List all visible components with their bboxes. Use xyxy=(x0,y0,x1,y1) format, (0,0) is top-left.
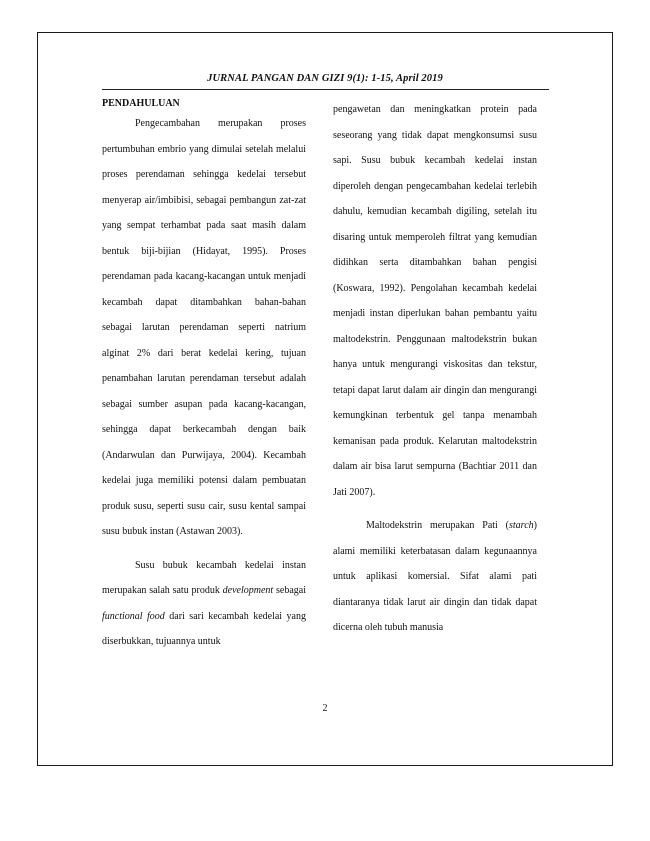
italic-term: functional food xyxy=(102,610,165,622)
paragraph-text: sebagai xyxy=(273,585,306,596)
paragraph-milk-powder xyxy=(102,553,306,655)
left-column xyxy=(102,97,306,655)
journal-header: JURNAL PANGAN DAN GIZI 9(1): 1-15, April 2019 xyxy=(207,73,443,84)
paragraph-preservation: pengawetan dan meningkatkan protein pada seseorang yang tidak dapat mengkonsumsi susu sapi. Susu bubuk kecambah kedelai instan diperoleh dengan pengecambahan kedelai terlebih dahulu, kemudian kecambah digiling, setelah itu disaring untuk memperoleh filtrat yang kemudian didihkan serta ditambahkan bahan pengisi (Koswara, 1992). Pengolahan kecambah kedelai menjadi instan diperlukan bahan pembantu yaitu maltodekstrin. Penggunaan maltodekstrin bukan hanya untuk mengurangi viskositas dan tekstur, tetapi dapat larut dalam air dingin dan mengurangi kemungkinan terbentuk gel tanpa menambah kemanisan pada produk. Kelarutan maltodekstrin dalam air bisa larut sempurna (Bachtiar 2011 dan Jati 2007). xyxy=(333,104,537,498)
header-rule xyxy=(102,89,549,90)
italic-term: development xyxy=(222,585,274,596)
right-column xyxy=(333,97,537,641)
paragraph-text: ) alami memiliki keterbatasan dalam kegunaannya untuk aplikasi komersial. Sifat alami pati diantaranya tidak larut air dingin dan tidak dapat dicerna oleh tubuh manusia xyxy=(333,520,537,633)
italic-term: starch xyxy=(509,520,534,531)
paragraph-text: Susu bubuk kecambah kedelai instan merupakan salah satu produk xyxy=(102,559,306,596)
page-number: 2 xyxy=(322,703,328,714)
paragraph-maltodextrin xyxy=(333,513,537,641)
paragraph-text: dari sari kecambah kedelai yang diserbukkan, tujuannya untuk xyxy=(102,610,306,647)
section-heading: PENDAHULUAN xyxy=(102,98,180,109)
paragraph-germination: Pengecambahan merupakan proses pertumbuhan embrio yang dimulai setelah melalui proses perendaman sehingga kedelai tersebut menyerap air/imbibisi, sebagai pembangun zat-zat yang sempat terhambat pada saat masih dalam bentuk biji-bijian (Hidayat, 1995). Proses perendaman pada kacang-kacangan untuk menjadi kecambah dapat ditambahkan bahan-bahan sebagai larutan perendaman seperti natrium alginat 2% dari berat kedelai kering, tujuan penambahan larutan perendaman tersebut adalah sebagai sumber asupan pada kacang-kacangan, sehingga dapat berkecambah dengan baik (Andarwulan dan Purwijaya, 2004). Kecambah kedelai juga memiliki potensi dalam pembuatan produk susu, seperti susu cair, susu kental sampai susu bubuk instan (Astawan 2003). xyxy=(102,118,306,537)
paragraph-text: Maltodekstrin merupakan Pati ( xyxy=(366,520,510,531)
